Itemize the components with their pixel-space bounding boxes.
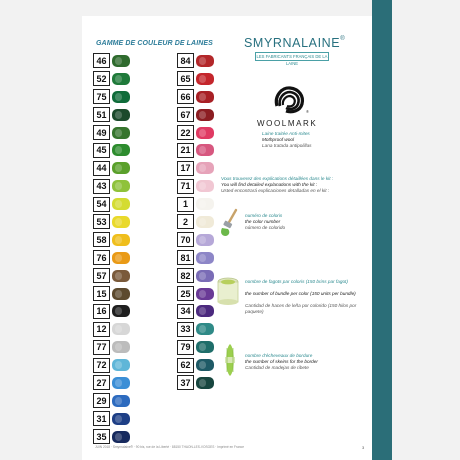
color-column-right — [177, 52, 214, 392]
legend-border-fr: nombre d'écheveaux de bordure — [245, 353, 313, 358]
wool-swatch — [112, 341, 130, 353]
color-row — [177, 177, 214, 195]
wool-swatch — [196, 359, 214, 371]
color-number: 49 — [93, 125, 110, 140]
color-number: 37 — [177, 375, 194, 390]
legend-color-en: the color number — [245, 219, 281, 224]
color-number: 54 — [93, 197, 110, 212]
color-number: 35 — [93, 429, 110, 444]
color-row — [93, 88, 130, 106]
color-number: 1 — [177, 197, 194, 212]
legend-bundle-fr: nombre de fagots par coloris (150 brins par fagot) — [245, 279, 348, 284]
color-row — [177, 320, 214, 338]
brand-name: SMYRNALAINE — [244, 36, 341, 50]
wool-swatch — [112, 73, 130, 85]
color-number: 52 — [93, 71, 110, 86]
color-number: 84 — [177, 53, 194, 68]
paint-brush-icon — [218, 208, 240, 238]
color-number: 57 — [93, 268, 110, 283]
color-row — [177, 195, 214, 213]
color-row — [93, 285, 130, 303]
color-number: 77 — [93, 340, 110, 355]
legend-border-en: the number of skeins for the border — [245, 359, 318, 364]
color-number: 2 — [177, 214, 194, 229]
wool-swatch — [112, 55, 130, 67]
wool-swatch — [196, 55, 214, 67]
color-number: 71 — [177, 179, 194, 194]
wool-swatch — [196, 127, 214, 139]
wool-swatch — [196, 144, 214, 156]
color-number: 62 — [177, 358, 194, 373]
wool-swatch — [196, 162, 214, 174]
wool-swatch — [196, 109, 214, 121]
color-row — [93, 159, 130, 177]
color-row — [177, 285, 214, 303]
color-row — [177, 124, 214, 142]
page-footer: JUIN 2018 · Smyrnalaine® · 90 bis, rue de la Liberté · 88150 THAON-LES-VOSGES · Imprimé en France — [95, 445, 244, 449]
color-row — [93, 249, 130, 267]
color-column-left — [93, 52, 130, 446]
color-number: 51 — [93, 107, 110, 122]
color-number: 33 — [177, 322, 194, 337]
color-row — [177, 52, 214, 70]
color-row — [177, 356, 214, 374]
color-row — [177, 106, 214, 124]
color-row — [93, 428, 130, 446]
brand-logo — [244, 36, 345, 50]
wool-swatch — [196, 323, 214, 335]
color-number: 70 — [177, 232, 194, 247]
color-number: 27 — [93, 375, 110, 390]
wool-swatch — [196, 198, 214, 210]
color-number: 15 — [93, 286, 110, 301]
wool-swatch — [112, 234, 130, 246]
legend-bundle-es: Cantidad de haces de leña por colorido (150 hilos por paquete) — [245, 303, 357, 315]
wool-swatch — [196, 91, 214, 103]
wool-swatch — [112, 288, 130, 300]
woolmark-registered: ® — [306, 109, 309, 114]
color-row — [177, 88, 214, 106]
intro-es: Usted encontrará explicaciones detalladas en el kit : — [221, 188, 330, 193]
color-number: 76 — [93, 250, 110, 265]
legend-border-es: Cantidad de madejas de ribete — [245, 365, 309, 370]
color-row — [93, 338, 130, 356]
woolmark-line-es: Lana tratada antipolillas — [262, 143, 312, 148]
color-number: 29 — [93, 393, 110, 408]
wool-swatch — [112, 180, 130, 192]
wool-swatch — [196, 180, 214, 192]
intro-en: You will find detailed explanations with the kit : — [221, 182, 318, 187]
color-number: 67 — [177, 107, 194, 122]
wool-swatch — [196, 234, 214, 246]
color-row — [177, 374, 214, 392]
wool-swatch — [112, 270, 130, 282]
color-number: 53 — [93, 214, 110, 229]
color-number: 72 — [93, 358, 110, 373]
wool-swatch — [196, 73, 214, 85]
color-row — [177, 338, 214, 356]
color-row — [93, 320, 130, 338]
color-row — [177, 70, 214, 88]
color-number: 44 — [93, 161, 110, 176]
color-row — [93, 302, 130, 320]
wool-swatch — [112, 305, 130, 317]
color-number: 22 — [177, 125, 194, 140]
legend-color-fr: numéro de coloris — [245, 213, 283, 218]
color-number: 66 — [177, 89, 194, 104]
color-number: 65 — [177, 71, 194, 86]
color-row — [177, 302, 214, 320]
color-row — [93, 410, 130, 428]
woolmark-logo-icon — [272, 84, 306, 116]
wool-swatch — [196, 341, 214, 353]
wool-swatch — [112, 162, 130, 174]
wool-swatch — [196, 305, 214, 317]
wool-swatch — [196, 252, 214, 264]
wool-swatch — [112, 198, 130, 210]
wool-swatch — [196, 377, 214, 389]
woolmark-line-fr: Laine traitée Anti-mites — [262, 131, 310, 136]
wool-swatch — [112, 359, 130, 371]
wool-swatch — [112, 395, 130, 407]
color-row — [177, 213, 214, 231]
color-row — [177, 159, 214, 177]
yarn-skein-icon — [222, 342, 238, 378]
color-row — [93, 124, 130, 142]
woolmark-line-en: Mothproof wool — [262, 137, 295, 142]
color-number: 12 — [93, 322, 110, 337]
brand-subtitle: LES FABRICANTS FRANÇAIS DE LA LAINE — [256, 54, 328, 66]
wool-swatch — [112, 323, 130, 335]
color-row — [93, 70, 130, 88]
color-number: 46 — [93, 53, 110, 68]
color-number: 16 — [93, 304, 110, 319]
wool-swatch — [112, 252, 130, 264]
wool-swatch — [112, 413, 130, 425]
color-number: 34 — [177, 304, 194, 319]
wool-swatch — [112, 431, 130, 443]
color-row — [177, 231, 214, 249]
color-row — [93, 213, 130, 231]
wool-swatch — [112, 91, 130, 103]
color-number: 25 — [177, 286, 194, 301]
side-band — [372, 0, 392, 460]
color-row — [93, 231, 130, 249]
color-row — [93, 392, 130, 410]
color-row — [93, 374, 130, 392]
color-row — [93, 195, 130, 213]
intro-fr: Vous trouverez des explications détaillées dans le kit : — [221, 176, 334, 181]
color-row — [177, 267, 214, 285]
woolmark-label: WOOLMARK — [257, 119, 318, 128]
color-number: 45 — [93, 143, 110, 158]
color-number: 21 — [177, 143, 194, 158]
wool-swatch — [196, 216, 214, 228]
color-row — [93, 267, 130, 285]
color-row — [93, 52, 130, 70]
color-row — [93, 177, 130, 195]
page-number: 3 — [362, 445, 365, 450]
wool-jar-icon — [216, 276, 240, 306]
color-number: 58 — [93, 232, 110, 247]
wool-swatch — [196, 270, 214, 282]
color-row — [93, 141, 130, 159]
color-number: 79 — [177, 340, 194, 355]
legend-bundle-en: the number of bundle per color (150 units per bundle) — [245, 291, 356, 296]
color-number: 43 — [93, 179, 110, 194]
color-row — [93, 106, 130, 124]
color-number: 17 — [177, 161, 194, 176]
palette-title: GAMME DE COULEUR DE LAINES — [96, 40, 213, 47]
wool-swatch — [112, 109, 130, 121]
color-number: 75 — [93, 89, 110, 104]
color-row — [177, 249, 214, 267]
wool-swatch — [112, 377, 130, 389]
wool-swatch — [112, 216, 130, 228]
color-number: 82 — [177, 268, 194, 283]
brand-registered: ® — [340, 36, 346, 42]
color-row — [93, 356, 130, 374]
legend-color-es: número de colorido — [245, 225, 286, 230]
color-number: 81 — [177, 250, 194, 265]
wool-swatch — [196, 288, 214, 300]
wool-swatch — [112, 144, 130, 156]
color-number: 31 — [93, 411, 110, 426]
color-row — [177, 141, 214, 159]
wool-swatch — [112, 127, 130, 139]
